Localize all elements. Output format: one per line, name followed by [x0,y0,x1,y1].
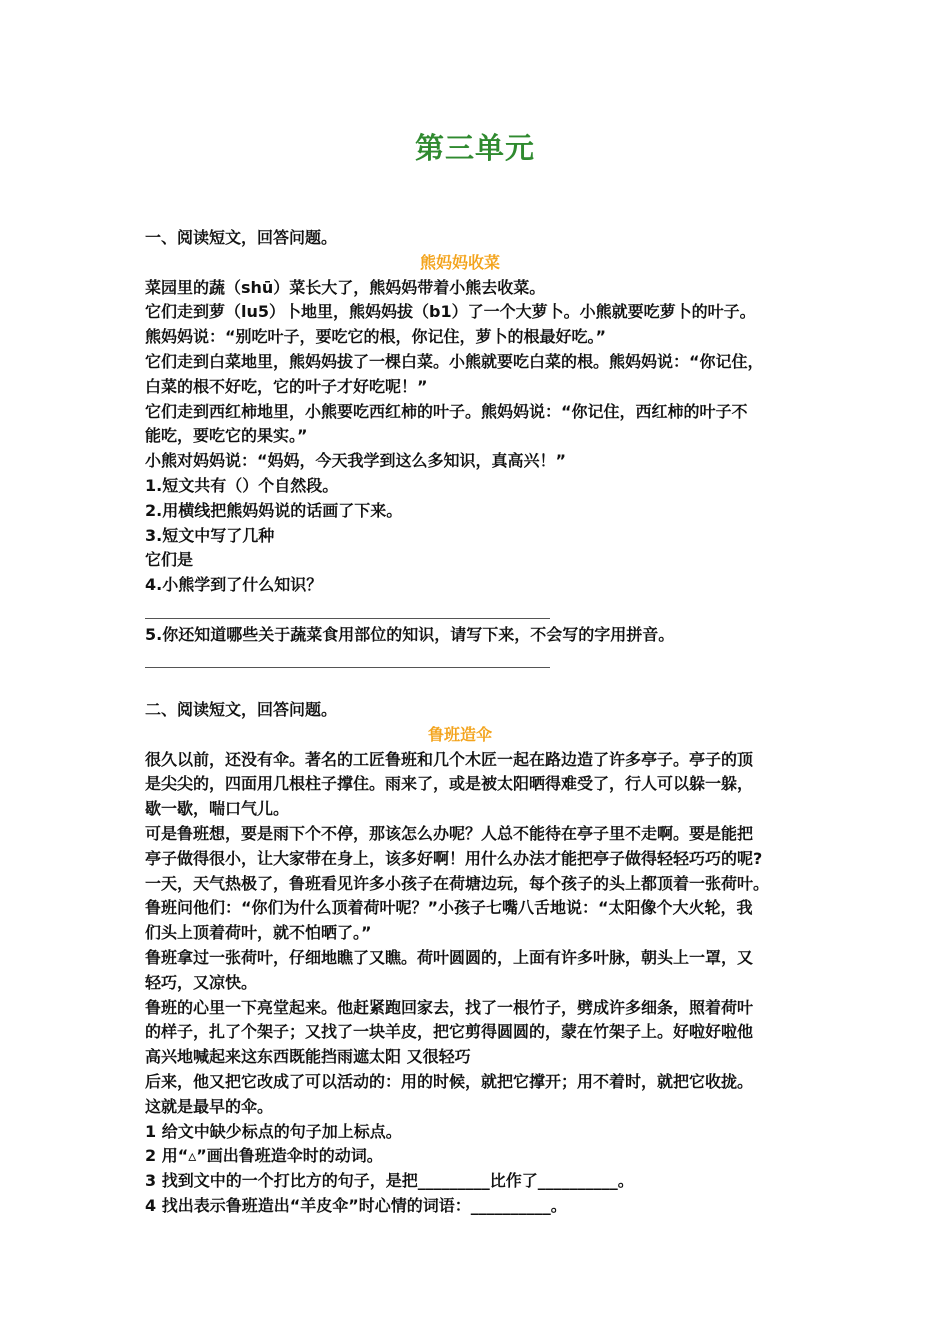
story-line: 它们走到萝（lu5）卜地里，熊妈妈拔（b1）了一个大萝卜。小熊就要吃萝卜的叶子。 [145,302,756,322]
story-title: 鲁班造伞 [427,724,492,744]
story-line: 亭子做得很小，让大家带在身上，该多好啊！用什么办法才能把亭子做得轻轻巧巧的呢? [145,848,763,868]
question-item: 4.小熊学到了什么知识？ [145,575,323,595]
question-item: 1 给文中缺少标点的句子加上标点。 [145,1121,402,1141]
story-line: 可是鲁班想，要是雨下个不停，那该怎么办呢？人总不能待在亭子里不走啊。要是能把 [145,823,754,843]
story-line: 的样子，扎了个架子；又找了一块羊皮，把它剪得圆圆的，蒙在竹架子上。好啦好啦他 [145,1022,754,1042]
section-heading: 一、阅读短文，回答问题。 [145,228,338,247]
story-line: 很久以前，还没有伞。著名的工匠鲁班和几个木匠一起在路边造了许多亭子。亭子的顶 [145,749,754,769]
section-heading: 二、阅读短文，回答问题。 [145,700,338,719]
story-title: 熊妈妈收菜 [419,252,500,272]
story-line: 它们走到白菜地里，熊妈妈拔了一棵白菜。小熊就要吃白菜的根。熊妈妈说：“你记住， [145,351,764,371]
story-line: 能吃，要吃它的果实。” [145,426,308,446]
section-one [145,226,815,672]
story-line: 它们走到西红柿地里，小熊要吃西红柿的叶子。熊妈妈说：“你记住，西红柿的叶子不 [145,401,748,421]
answer-line[interactable] [145,648,815,673]
story-line: 小熊对妈妈说：“妈妈，今天我学到这么多知识，真高兴！” [145,451,567,471]
question-item: 2 用“▵”画出鲁班造伞时的动词。 [145,1146,383,1166]
section-two [145,698,815,1219]
question-item: 2.用横线把熊妈妈说的话画了下来。 [145,500,403,520]
question-item: 1.短文共有（）个自然段。 [145,475,339,495]
story-line: 鲁班拿过一张荷叶，仔细地瞧了又瞧。荷叶圆圆的，上面有许多叶脉，朝头上一罩，又 [145,947,754,967]
story-line: 一天，天气热极了，鲁班看见许多小孩子在荷塘边玩，每个孩子的头上都顶着一张荷叶。 [145,873,770,893]
answer-line[interactable] [145,598,815,623]
question-item: 5.你还知道哪些关于蔬菜食用部位的知识，请写下来，不会写的字用拼音。 [145,624,675,644]
story-line: 白菜的根不好吃，它的叶子才好吃呢！” [145,376,428,396]
question-item: 4 找出表示鲁班造出“羊皮伞”时心情的词语：__________。 [145,1195,567,1215]
question-item: 它们是 [145,550,194,570]
story-line: 鲁班的心里一下亮堂起来。他赶紧跑回家去，找了一根竹子，劈成许多细条，照着荷叶 [145,997,754,1017]
story-line: 熊妈妈说：“别吃叶子，要吃它的根，你记住，萝卜的根最好吃。” [145,327,607,347]
question-item: 3.短文中写了几种 [145,525,275,545]
story-line: 轻巧，又凉快。 [145,972,258,992]
story-line: 歇一歇，喘口气儿。 [145,799,290,819]
story-line: 鲁班问他们：“你们为什么顶着荷叶呢？”小孩子七嘴八舌地说：“太阳像个大火轮，我 [145,898,753,918]
page-title: 第三单元 [414,131,535,165]
story-line: 这就是最早的伞。 [145,1096,274,1116]
story-line: 高兴地喊起来这东西既能挡雨遮太阳 又很轻巧 [145,1047,471,1067]
story-line: 菜园里的蔬（shū）菜长大了，熊妈妈带着小熊去收菜。 [145,277,546,297]
story-line: 后来，他又把它改成了可以活动的：用的时候，就把它撑开；用不着时，就把它收拢。 [145,1071,754,1091]
story-line: 们头上顶着荷叶，就不怕晒了。” [145,923,372,943]
story-line: 是尖尖的，四面用几根柱子撑住。雨来了，或是被太阳晒得难受了，行人可以躲一躲， [145,774,754,794]
question-item: 3 找到文中的一个打比方的句子，是把_________比作了__________。 [145,1171,634,1191]
